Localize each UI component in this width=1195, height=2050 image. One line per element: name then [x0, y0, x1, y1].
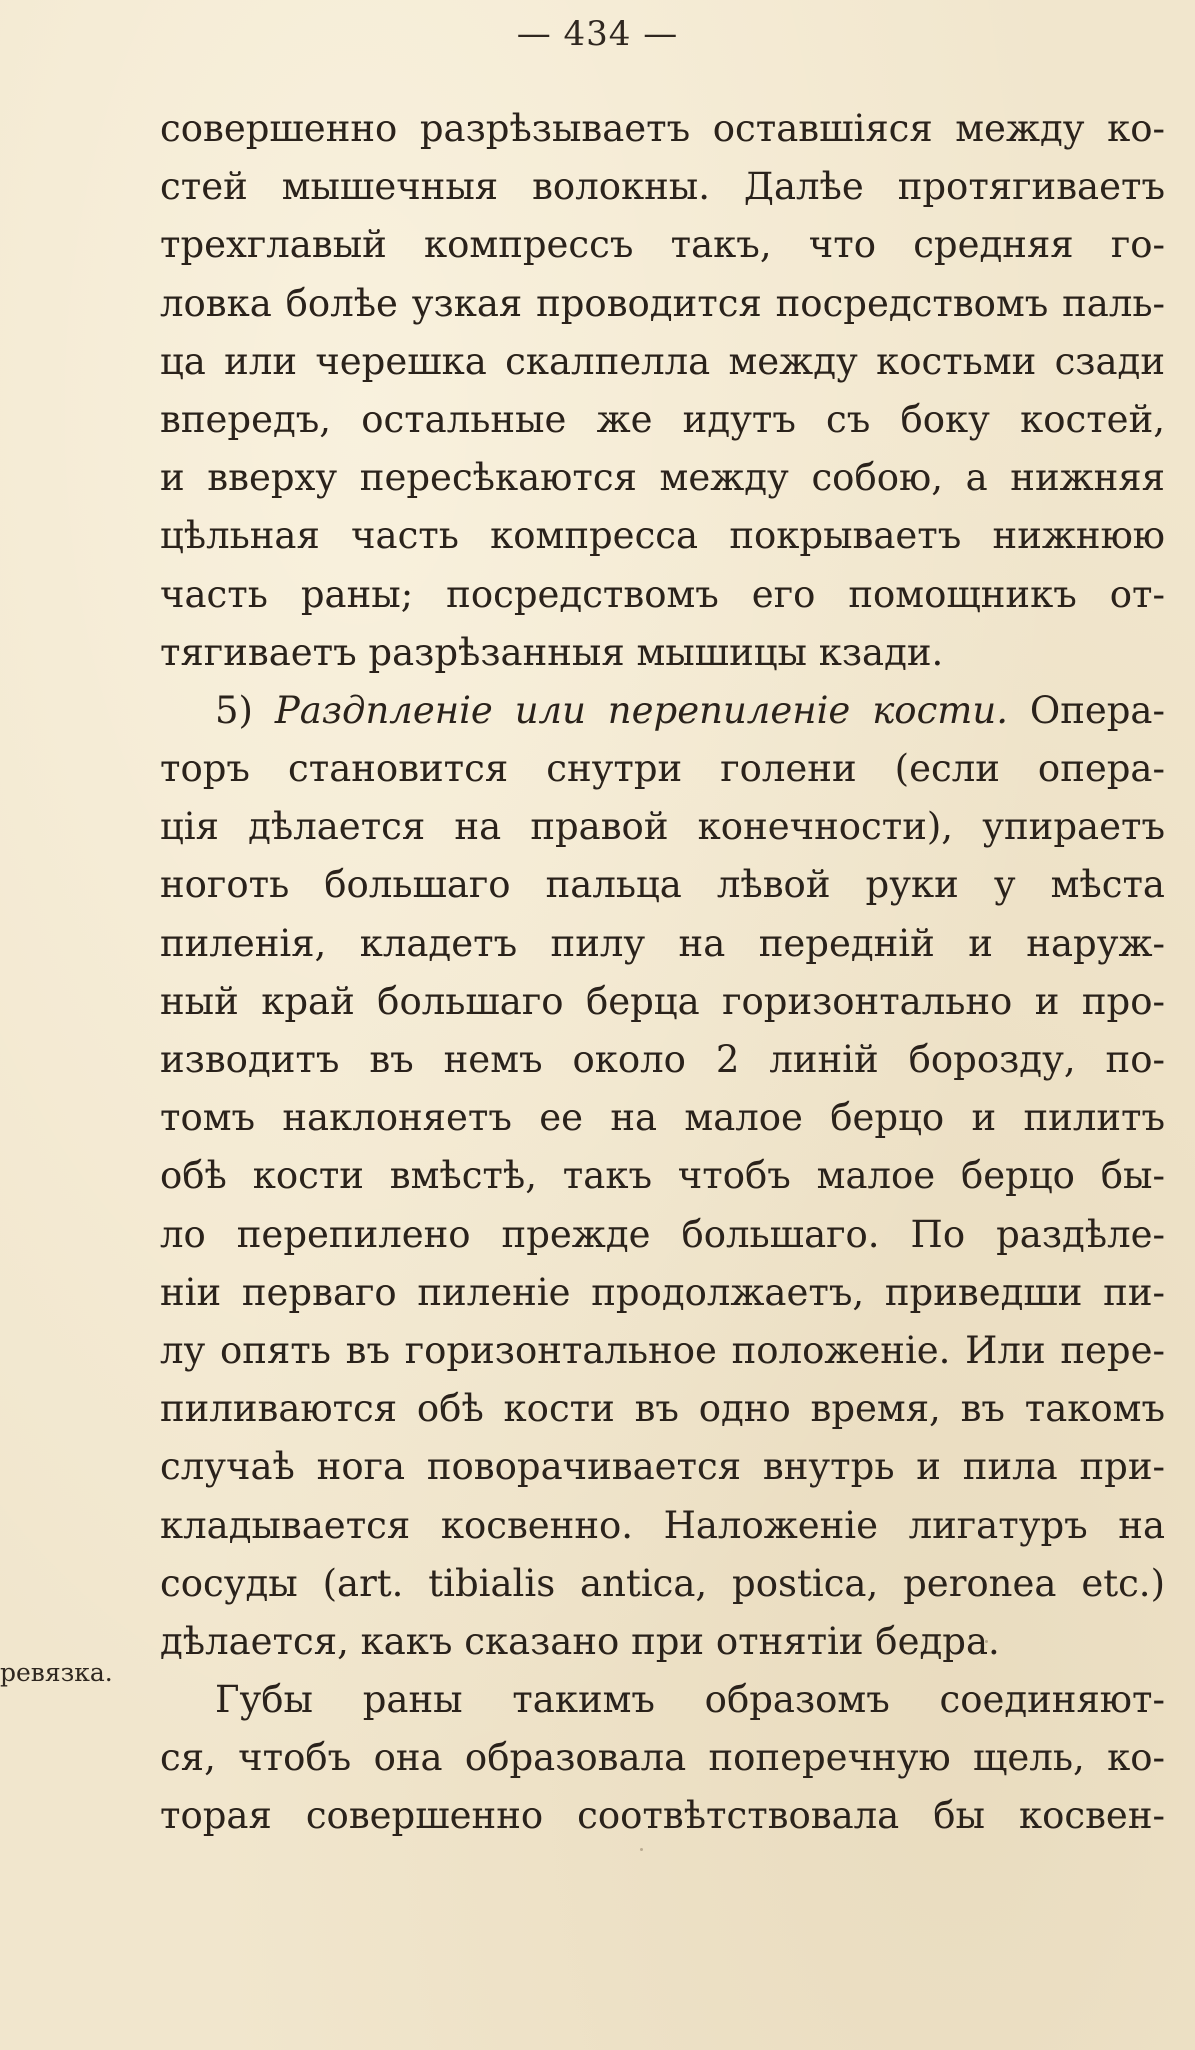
text-line: ція дѣлается на правой конечности), упираетъ [160, 805, 1165, 849]
text-line: ноготь большаго пальца лѣвой руки у мѣста [160, 863, 1165, 907]
text-line: ло перепилено прежде большаго. По раздѣле- [160, 1212, 1165, 1256]
section-title: Раздпленіе или перепиленіе кости. [274, 688, 1008, 732]
text-line: трехглавый компрессъ такъ, что средняя го- [160, 223, 1165, 267]
text-line: впередъ, остальные же идутъ съ боку костей, [160, 397, 1165, 441]
text-line: стей мышечныя волокны. Далѣе протягиваетъ [160, 165, 1165, 209]
text-line: ніи перваго пиленіе продолжаетъ, приведши пи- [160, 1270, 1165, 1314]
text-line: дѣлается, какъ сказано при отнятіи бедра. [160, 1619, 1000, 1663]
text-line: случаѣ нога поворачивается внутрь и пила при- [160, 1445, 1165, 1489]
text-line: Губы раны такимъ образомъ соединяют- [215, 1678, 1165, 1722]
paper-speck [312, 535, 315, 538]
text-line: ный край большаго берца горизонтально и про- [160, 979, 1165, 1023]
text-line: пиливаются обѣ кости въ одно время, въ такомъ [160, 1387, 1165, 1431]
text-line: ся, чтобъ она образовала поперечную щель, ко- [160, 1736, 1165, 1780]
body-text [160, 100, 1165, 1846]
page-number: — 434 — [516, 14, 679, 54]
text-line: часть раны; посредствомъ его помощникъ от- [160, 572, 1165, 616]
text-line: сосуды (art. tibialis antica, postica, peronea etc.) [160, 1561, 1165, 1605]
text-line: ловка болѣе узкая проводится посредствомъ паль- [160, 281, 1165, 325]
paper-speck [985, 1640, 988, 1643]
text-line: совершенно разрѣзываетъ оставшіяся между ко- [160, 107, 1165, 150]
section-heading-continuation: Опера- [1007, 688, 1165, 732]
paper-speck [640, 1848, 643, 1851]
text-line: кладывается косвенно. Наложеніе лигатуръ на [160, 1503, 1165, 1547]
text-line: обѣ кости вмѣстѣ, такъ чтобъ малое берцо бы- [160, 1154, 1165, 1198]
text-line: лу опять въ горизонтальное положеніе. Или пере- [160, 1328, 1165, 1372]
margin-note: ревязка. [0, 1658, 113, 1687]
text-line: томъ наклоняетъ ее на малое берцо и пилитъ [160, 1096, 1165, 1140]
text-line: пиленія, кладетъ пилу на передній и наруж- [160, 921, 1165, 965]
text-line: тягиваетъ разрѣзанныя мышицы кзади. [160, 630, 944, 674]
section-heading-line [160, 682, 1165, 740]
text-line: изводитъ въ немъ около 2 линій борозду, по- [160, 1038, 1165, 1081]
text-line: торъ становится снутри голени (если опера- [160, 747, 1165, 791]
section-number: 5) [215, 688, 275, 732]
text-line: ца или черешка скалпелла между костьми сзади [160, 339, 1165, 383]
text-line: и вверху пересѣкаются между собою, а нижняя [160, 456, 1165, 500]
text-line: цѣльная часть компресса покрываетъ нижнюю [160, 514, 1165, 558]
text-line: торая совершенно соотвѣтствовала бы косвен- [160, 1794, 1165, 1838]
